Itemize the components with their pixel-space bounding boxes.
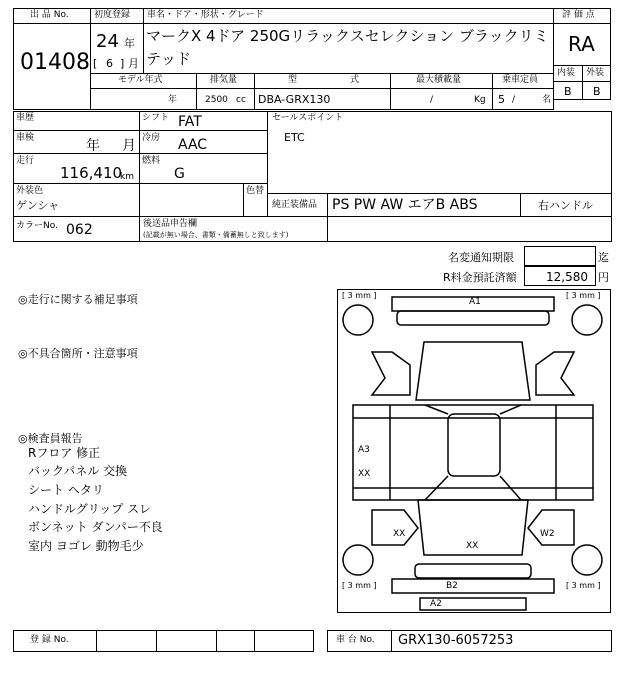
reg-month-unit: 月 (128, 57, 139, 70)
chassis-label: 車 台 No. (336, 635, 375, 645)
inspector-report-label: ◎検査員報告 (18, 432, 83, 445)
max-load-unit: Kg (474, 95, 486, 105)
corner-label: [ 3 mm ] (342, 291, 377, 300)
mileage-unit: km (120, 172, 134, 182)
aftermarket-note: (記載が無い場合、書類・備蓄無しと致します) (143, 231, 289, 239)
exterior-label: 外装 (586, 68, 605, 78)
equipment-value: PS PW AW エアB ABS (332, 197, 478, 213)
corner-label: [ 3 mm ] (342, 581, 377, 590)
steering-value: 右ハンドル (538, 199, 593, 212)
report-line: ハンドルグリップ スレ (28, 502, 152, 516)
lot-label: 出 品 No. (30, 10, 69, 20)
report-line: ボンネット ダンパー不良 (28, 520, 163, 534)
corner-label: [ 3 mm ] (566, 291, 601, 300)
recycle-unit: 円 (598, 271, 609, 284)
fuel-label: 燃料 (142, 156, 161, 166)
repaint-label: 色替 (246, 186, 265, 196)
model-year-unit: 年 (168, 95, 178, 105)
reg-month: 6 (106, 57, 113, 70)
sales-point-label: セールスポイント (272, 113, 344, 123)
equipment-label: 純正装備品 (272, 200, 318, 210)
interior-label: 内装 (557, 68, 576, 78)
first-reg-label: 初度登録 (94, 10, 131, 20)
exterior-grade: B (593, 85, 601, 98)
damage-mark: XX (393, 529, 406, 539)
report-line: Rフロア 修正 (28, 446, 101, 460)
defects-remarks-label: ◎不具合箇所・注意事項 (18, 347, 138, 360)
displacement-unit: cc (236, 95, 246, 105)
car-name-line2: テッド (146, 50, 192, 68)
name-change-unit: 迄 (598, 251, 609, 264)
color-no-value: 062 (66, 222, 93, 238)
car-name-line1: マークX 4ドア 250Gリラックスセレクション ブラックリミ (146, 27, 549, 45)
lot-number: 01408 (20, 50, 90, 75)
sales-point-value: ETC (284, 131, 305, 144)
damage-mark: A2 (430, 599, 442, 609)
score-label: 評 価 点 (562, 10, 595, 20)
inspection-year-unit: 年 (86, 138, 100, 154)
ac-label: 冷房 (142, 133, 161, 143)
history-label: 車歴 (16, 113, 35, 123)
displacement-label: 排気量 (210, 75, 238, 85)
type-value: DBA-GRX130 (258, 93, 331, 106)
fuel-value: G (174, 166, 185, 182)
type-label: 型 (288, 75, 298, 85)
corner-label: [ 3 mm ] (566, 581, 601, 590)
mileage-value: 116,410 (60, 164, 123, 182)
model-year-label: モデル年式 (118, 75, 163, 85)
capacity-unit: 名 (542, 95, 552, 105)
shift-value: FAT (178, 114, 202, 130)
type-label2: 式 (350, 75, 360, 85)
recycle-label: R料金預託済額 (443, 271, 517, 284)
damage-mark: XX (466, 541, 479, 551)
max-load-slash: / (430, 95, 434, 105)
ac-value: AAC (178, 137, 208, 153)
exterior-color-label: 外装色 (16, 186, 44, 196)
report-line: バックパネル 交換 (28, 464, 128, 478)
reg-no-label: 登 録 No. (30, 635, 69, 645)
damage-mark: W2 (540, 529, 555, 539)
damage-mark: A3 (358, 445, 370, 455)
inspection-label: 車検 (16, 133, 35, 143)
shift-label: シフト (142, 113, 170, 123)
reg-year: 24 (96, 31, 119, 52)
reg-year-unit: 年 (124, 37, 135, 50)
capacity-slash: / (512, 95, 516, 105)
aftermarket-label: 後送品申告欄 (143, 219, 198, 229)
damage-mark: B2 (446, 581, 458, 591)
max-load-label: 最大積載量 (416, 75, 462, 85)
bracket-left: [ (93, 57, 98, 70)
chassis-number: GRX130-6057253 (398, 633, 514, 648)
interior-grade: B (564, 85, 572, 98)
displacement-value: 2500 (205, 95, 228, 105)
name-change-label: 名変通知期限 (448, 251, 514, 264)
report-line: シート ヘタリ (28, 483, 104, 497)
capacity-label: 乗車定員 (502, 75, 539, 85)
mileage-label: 走行 (16, 156, 35, 166)
exterior-color-value: ゲンシャ (16, 199, 60, 212)
color-no-label: カラーNo. (16, 221, 58, 231)
inspection-month-unit: 月 (122, 138, 136, 154)
report-line: 室内 ヨゴレ 動物毛少 (28, 539, 144, 553)
damage-mark: A1 (469, 297, 481, 307)
recycle-amount: 12,580 (546, 270, 588, 284)
name-label: 車名・ドア・形状・グレード (147, 10, 264, 20)
capacity-value: 5 (498, 93, 505, 106)
driving-remarks-label: ◎走行に関する補足事項 (18, 293, 138, 306)
bracket-right: ] (120, 57, 125, 70)
score-value: RA (568, 32, 595, 56)
damage-mark: XX (358, 469, 371, 479)
